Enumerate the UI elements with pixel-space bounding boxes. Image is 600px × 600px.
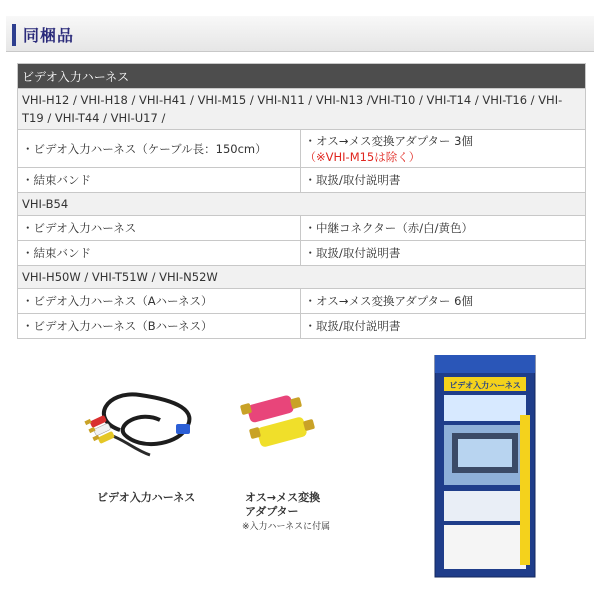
model-row [18, 193, 586, 216]
item-right-text: ・オス→メス変換アダプター 3個 [304, 133, 473, 148]
item-right: ・中継コネクター（赤/白/黄色） [300, 216, 586, 241]
table-row [18, 130, 586, 168]
harness-cable-image [80, 380, 210, 460]
package-label: ビデオ入力ハーネス [449, 381, 521, 390]
table-row [18, 289, 586, 314]
item-left: ・ビデオ入力ハーネス（Aハーネス） [18, 289, 301, 314]
item-right: ・取扱/取付説明書 [300, 241, 586, 266]
table-row [18, 168, 586, 193]
section-title-bar [6, 16, 594, 52]
package-image [430, 355, 540, 580]
item-right-note: （※VHI-M15は除く） [304, 149, 421, 164]
table-header: ビデオ入力ハーネス [18, 64, 586, 89]
item-left: ・結束バンド [18, 241, 301, 266]
model-list: VHI-H12 / VHI-H18 / VHI-H41 / VHI-M15 / VHI-N11 / VHI-N13 /VHI-T10 / VHI-T14 / VHI-T16 / VHI-T19 / VHI-T44 / VHI-U17 / [18, 89, 586, 130]
item-right [300, 130, 586, 168]
model-list: VHI-B54 [18, 193, 586, 216]
item-left: ・ビデオ入力ハーネス（Bハーネス） [18, 314, 301, 339]
table-row [18, 314, 586, 339]
title-accent-bar [12, 24, 16, 46]
item-left: ・ビデオ入力ハーネス [18, 216, 301, 241]
adapter-caption-1: オス→メス変換 [245, 491, 321, 504]
model-list: VHI-H50W / VHI-T51W / VHI-N52W [18, 266, 586, 289]
item-right: ・オス→メス変換アダプター 6個 [300, 289, 586, 314]
harness-caption: ビデオ入力ハーネス [97, 491, 196, 504]
adapter-caption-2: アダプター [245, 505, 299, 518]
item-left: ・ビデオ入力ハーネス（ケーブル長：150cm） [18, 130, 301, 168]
table-header-row [18, 64, 586, 89]
item-left: ・結束バンド [18, 168, 301, 193]
item-right: ・取扱/取付説明書 [300, 168, 586, 193]
table-row [18, 216, 586, 241]
adapter-image [233, 390, 333, 460]
adapter-note: ※入力ハーネスに付属 [242, 522, 331, 532]
model-row [18, 266, 586, 289]
model-row [18, 89, 586, 130]
contents-table [17, 63, 586, 339]
item-right: ・取扱/取付説明書 [300, 314, 586, 339]
page-title: 同梱品 [23, 26, 75, 45]
table-row [18, 241, 586, 266]
